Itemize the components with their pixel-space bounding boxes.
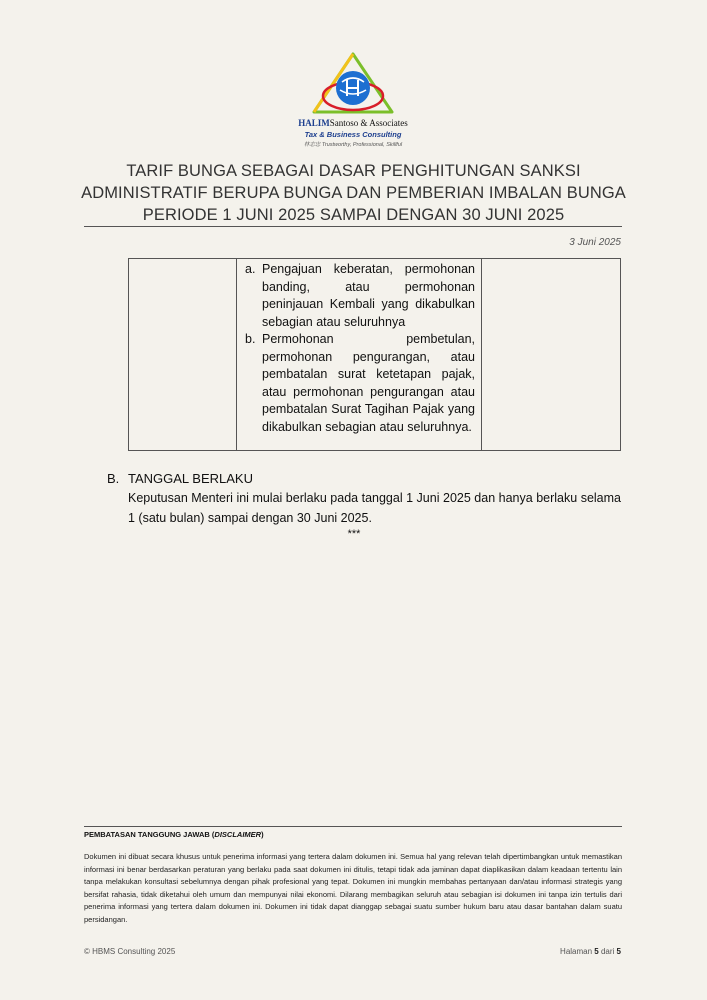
section-b-paragraph: Keputusan Menteri ini mulai berlaku pada tanggal 1 Juni 2025 dan hanya berlaku selama 1 (satu bulan) sampai dengan 30 Juni 2025. — [128, 491, 621, 525]
disclaimer-heading: PEMBATASAN TANGGUNG JAWAB (DISCLAIMER) — [84, 830, 264, 839]
list-item-text: Pengajuan keberatan, permohonan banding, atau permohonan peninjauan Kembali yang dikabulkan sebagian atau seluruhnya — [262, 262, 475, 329]
document-date: 3 Juni 2025 — [569, 237, 621, 248]
disclaimer-divider — [84, 826, 622, 827]
logo-brand: HALIMSantoso & Associates — [298, 118, 408, 128]
section-b-title: TANGGAL BERLAKU — [128, 471, 253, 486]
section-b-heading — [107, 471, 253, 486]
list-item-marker: a. — [245, 262, 256, 276]
rate-table — [128, 258, 621, 451]
footer-page-number: Halaman 5 dari 5 — [560, 947, 621, 956]
logo-emblem-icon — [306, 52, 400, 118]
table-row — [129, 259, 621, 451]
list-item-text: Permohonan pembetulan, permohonan pengurangan, atau pembatalan surat ketetapan pajak, atau permohonan pengurangan atau pembatalan Surat Tagihan Pajak yang dikabulkan sebagian atau seluruhnya. — [262, 332, 475, 434]
logo-tagline: 林志忠 Trustworthy, Professional, Skillful — [303, 142, 403, 148]
section-b-label: B. — [107, 471, 120, 486]
document-title — [80, 160, 627, 226]
title-divider — [84, 226, 622, 227]
table-cell-items — [237, 259, 482, 451]
table-cell-empty-left — [129, 259, 237, 451]
title-line-2: ADMINISTRATIF BERUPA BUNGA DAN PEMBERIAN IMBALAN BUNGA — [81, 184, 626, 202]
company-logo — [288, 52, 418, 152]
logo-subtitle: Tax & Business Consulting — [304, 130, 402, 139]
list-item — [245, 261, 475, 331]
disclaimer-body: Dokumen ini dibuat secara khusus untuk penerima informasi yang tertera dalam dokumen ini. Semua hal yang relevan telah dipertimbangkan untuk memastikan informasi ini benar berdasarkan peraturan yang berlaku pada saat dokumen ini ditulis, tetapi tidak ada jaminan dapat diaplikasikan dalam keadaan tertentu lain tanpa melakukan konsultasi sebelumnya dengan pihak profesional yang tepat. Dokumen ini mungkin membahas pertanyaan dan/atau informasi strategis yang bersifat rahasia, tidak diketahui oleh umum dan mempunyai nilai ekonomi. Dilarang membagikan seluruh atau sebagian isi dokumen ini tanpa izin tertulis dari penerima informasi yang tertera dalam dokumen ini. Dokumen ini tidak dapat dianggap sebagai suatu sumber hukum baru atau dasar bantahan dalam suatu persidangan. — [84, 852, 622, 924]
list-item-marker: b. — [245, 332, 256, 346]
section-separator: *** — [347, 528, 360, 540]
list-item — [245, 331, 475, 436]
footer-copyright: © HBMS Consulting 2025 — [84, 947, 176, 956]
title-line-1: TARIF BUNGA SEBAGAI DASAR PENGHITUNGAN SANKSI — [126, 162, 581, 180]
table-cell-empty-right — [482, 259, 621, 451]
title-line-3: PERIODE 1 JUNI 2025 SAMPAI DENGAN 30 JUNI 2025 — [142, 206, 565, 224]
